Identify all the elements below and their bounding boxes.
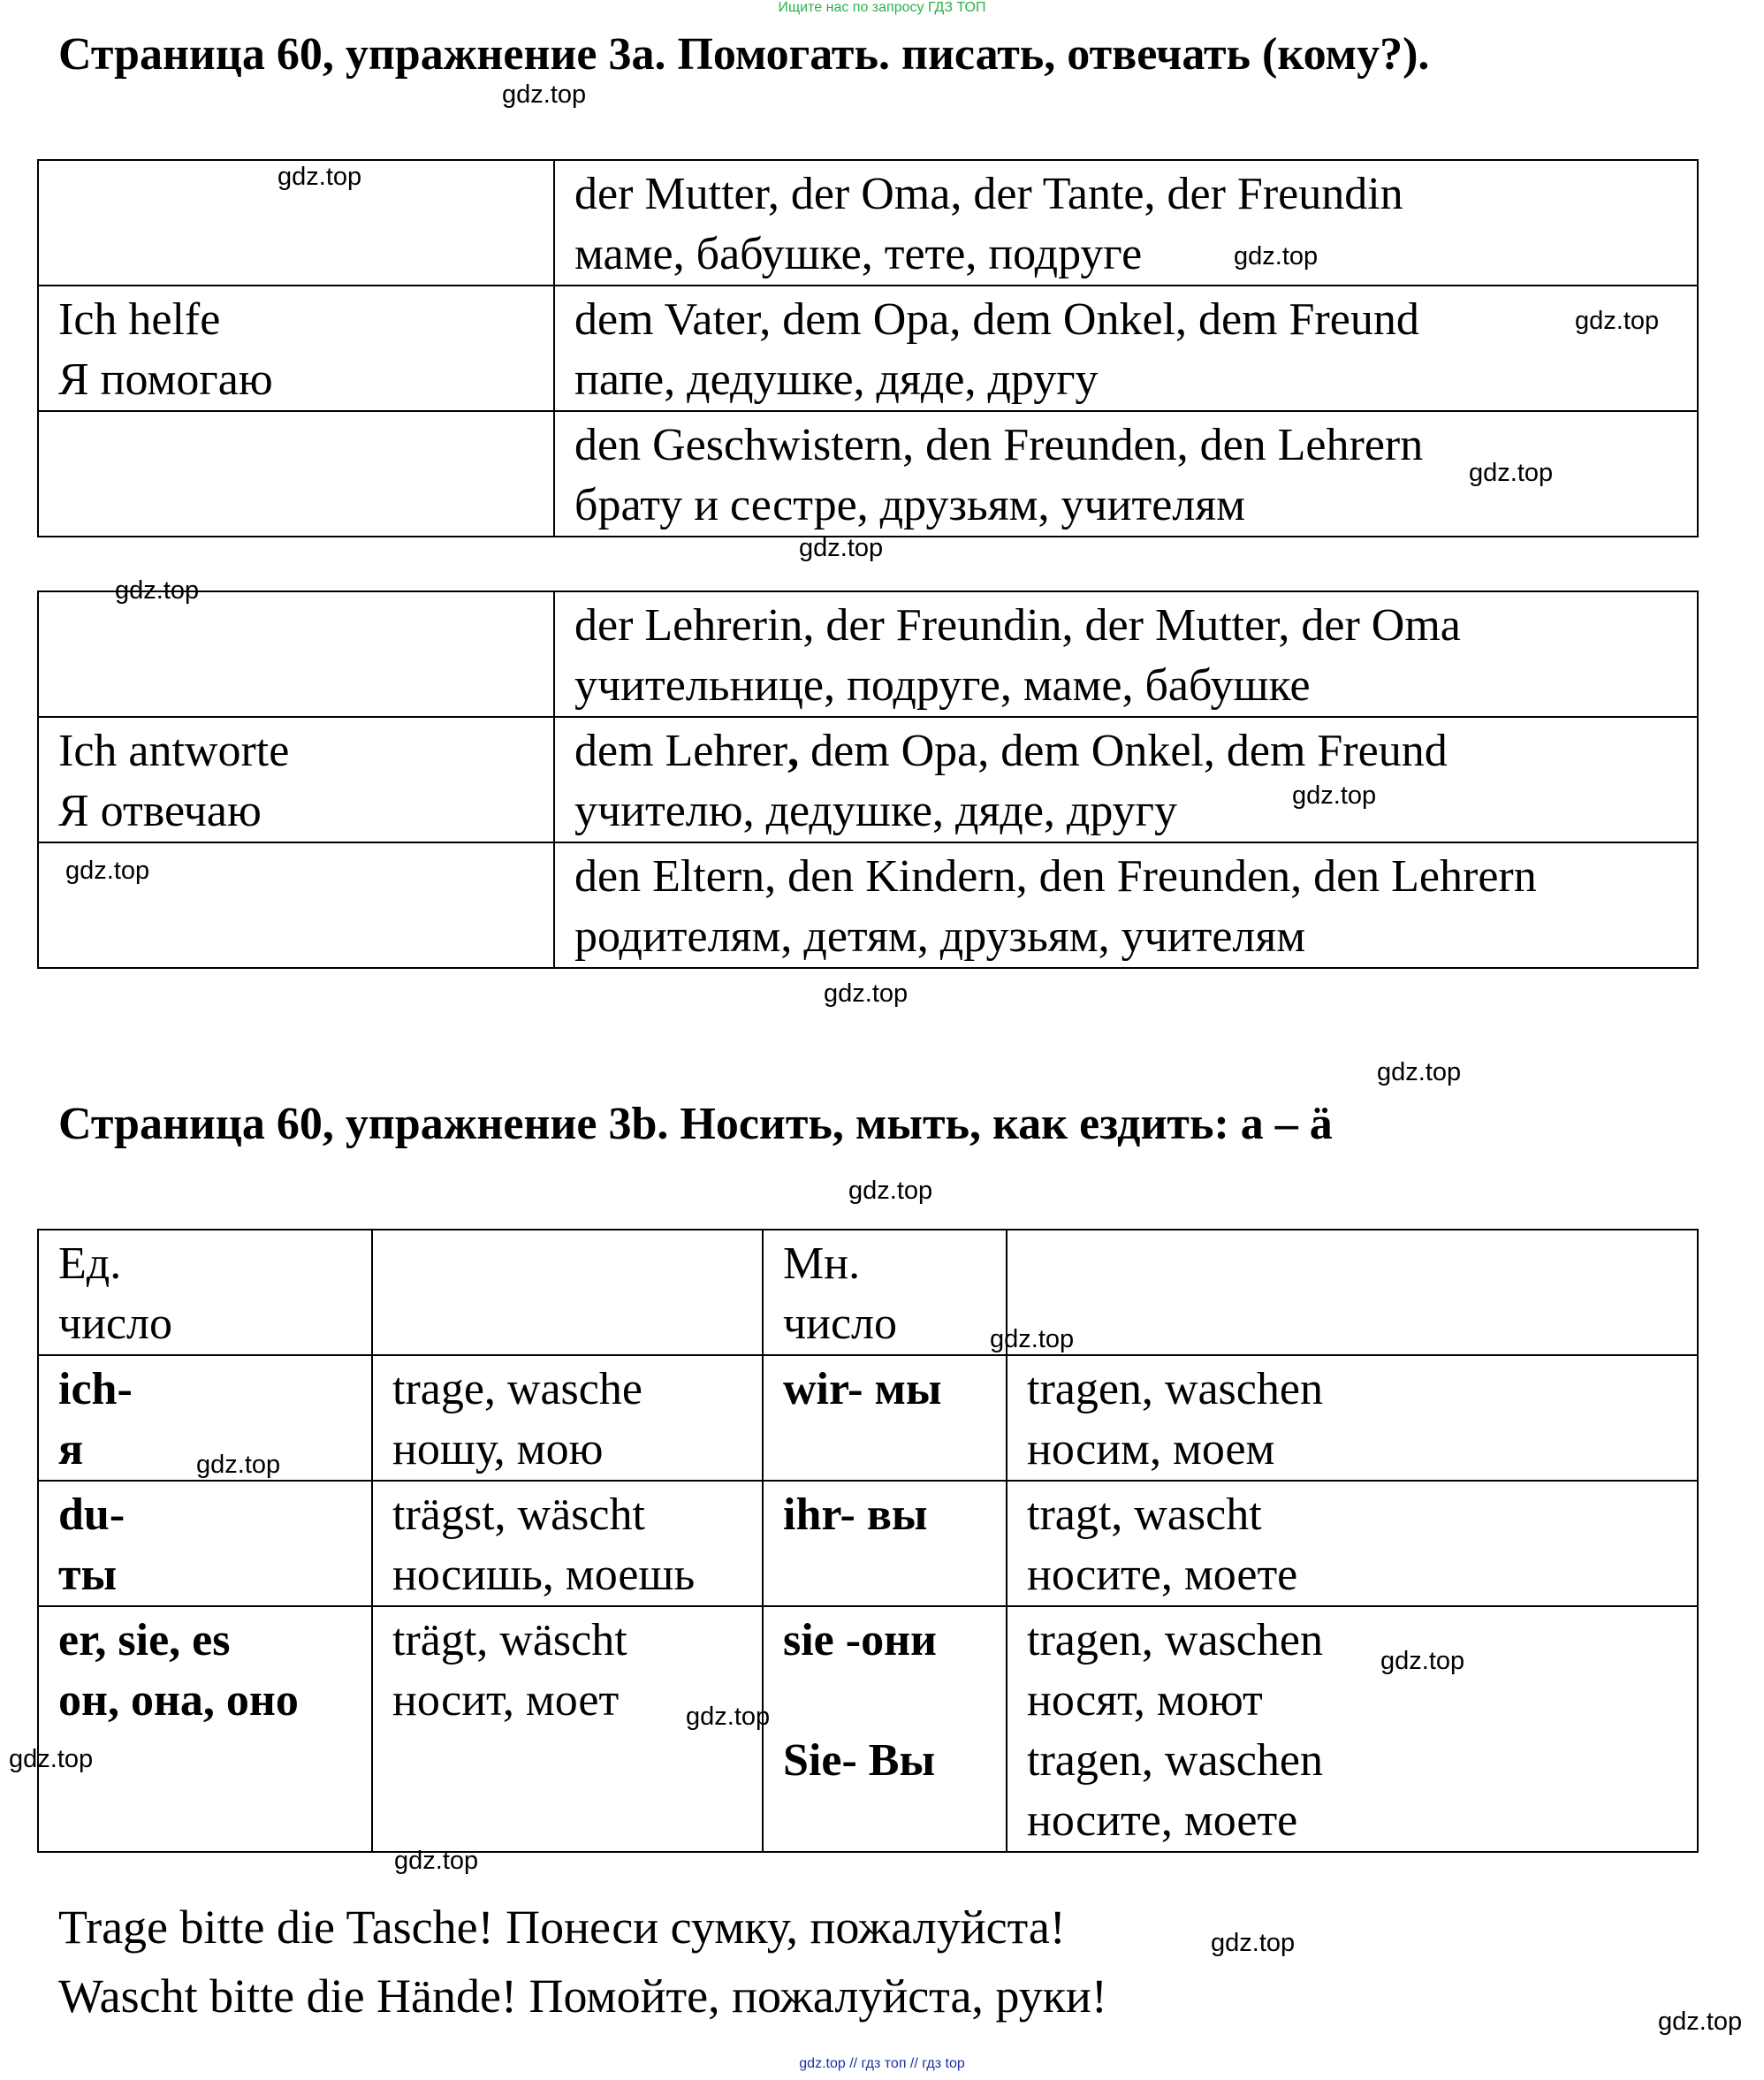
watermark: gdz.top: [848, 1177, 933, 1205]
table-row: [38, 1481, 1698, 1606]
top-banner[interactable]: Ищите нас по запросу ГДЗ ТОП: [778, 0, 986, 15]
table-cell-empty: [1007, 1230, 1698, 1355]
forms-de: trage, wasche: [392, 1364, 642, 1414]
watermark: gdz.top: [1292, 781, 1377, 810]
plural-pronoun-formal: Sie- Вы: [783, 1735, 936, 1786]
plural-forms-ru: носим, моем: [1027, 1424, 1275, 1474]
verb-de: Ich helfe: [58, 294, 221, 345]
header-singular-2: число: [58, 1299, 173, 1349]
forms-de: trägt, wäscht: [392, 1615, 627, 1665]
pronoun-cell: [38, 1481, 372, 1606]
header-plural-2: число: [783, 1299, 898, 1349]
forms-cell: [372, 1355, 763, 1481]
watermark: gdz.top: [1211, 1929, 1296, 1957]
table-row: [38, 717, 1698, 842]
bottom-banner[interactable]: gdz.top // гдз топ // гдз top: [799, 2056, 965, 2071]
watermark: gdz.top: [65, 857, 150, 885]
watermark: gdz.top: [196, 1451, 281, 1479]
watermark: gdz.top: [686, 1703, 771, 1731]
bold-comma: ,: [787, 726, 800, 776]
spacer: [783, 1671, 986, 1731]
header-plural-1: Мн.: [783, 1238, 861, 1289]
watermark: gdz.top: [278, 163, 362, 191]
forms-ru: носит, моет: [392, 1675, 620, 1726]
pronoun-cell: [38, 1606, 372, 1852]
pronoun-ru: я: [58, 1424, 84, 1474]
example-sentence-1: Trage bitte die Tasche! Понеси сумку, пожалуйста!: [58, 1901, 1066, 1954]
plural-forms-cell: [1007, 1606, 1698, 1852]
table-cell: [554, 717, 1698, 842]
dative-ru: учительнице, подруге, маме, бабушке: [574, 660, 1311, 711]
watermark: gdz.top: [824, 979, 909, 1008]
table-cell: [554, 591, 1698, 717]
plural-pronoun-cell: [763, 1606, 1007, 1852]
table-cell: [554, 842, 1698, 968]
watermark: gdz.top: [1234, 242, 1319, 270]
watermark: gdz.top: [502, 80, 587, 109]
plural-forms-de-formal: tragen, waschen: [1027, 1735, 1323, 1786]
header-singular-1: Ед.: [58, 1238, 122, 1289]
plural-forms-de: tragen, waschen: [1027, 1615, 1323, 1665]
dative-ru: маме, бабушке, тете, подруге: [574, 229, 1143, 279]
pronoun-ru: он, она, оно: [58, 1675, 299, 1726]
pronoun-ru: ты: [58, 1550, 118, 1600]
table-row: [38, 286, 1698, 411]
plural-forms-cell: [1007, 1355, 1698, 1481]
forms-ru: ношу, мою: [392, 1424, 604, 1474]
verb-ru: Я помогаю: [58, 354, 273, 405]
table-row: [38, 591, 1698, 717]
table-row: [38, 411, 1698, 537]
watermark: gdz.top: [1377, 1058, 1462, 1086]
watermark: gdz.top: [1380, 1647, 1465, 1675]
dative-ru: папе, дедушке, дяде, другу: [574, 354, 1099, 405]
dative-de-part: dem Opa, dem Onkel, dem Freund: [799, 726, 1448, 776]
plural-forms-ru: носите, моете: [1027, 1550, 1298, 1600]
table-row: [38, 1355, 1698, 1481]
plural-pronoun-cell: [763, 1355, 1007, 1481]
dative-ru: родителям, детям, друзьям, учителям: [574, 911, 1306, 962]
pronoun-de: ich-: [58, 1364, 133, 1414]
pronoun-de: er, sie, es: [58, 1615, 231, 1665]
plural-pronoun: ihr- вы: [783, 1490, 928, 1540]
dative-de: der Lehrerin, der Freundin, der Mutter, der Oma: [574, 600, 1461, 651]
plural-forms-ru-formal: носите, моете: [1027, 1795, 1298, 1846]
plural-pronoun: wir- мы: [783, 1364, 942, 1414]
table-cell-empty: [38, 591, 554, 717]
watermark: gdz.top: [394, 1847, 479, 1875]
plural-forms-de: tragt, wascht: [1027, 1490, 1262, 1540]
dative-de: dem Vater, dem Opa, dem Onkel, dem Freund: [574, 294, 1419, 345]
plural-forms-de: tragen, waschen: [1027, 1364, 1323, 1414]
dative-ru: брату и сестре, друзьям, учителям: [574, 480, 1246, 530]
table-row: [38, 842, 1698, 968]
watermark: gdz.top: [9, 1745, 94, 1773]
example-sentence-2: Wascht bitte die Hände! Помойте, пожалуйста, руки!: [58, 1970, 1107, 2023]
section-a-title: Страница 60, упражнение 3а. Помогать. писать, отвечать (кому?).: [58, 29, 1430, 80]
plural-forms-cell: [1007, 1481, 1698, 1606]
plural-forms-ru: носят, моют: [1027, 1675, 1263, 1726]
verb-de: Ich antworte: [58, 726, 290, 776]
pronoun-de: du-: [58, 1490, 125, 1540]
header-singular: [38, 1230, 372, 1355]
dative-ru: учителю, дедушке, дяде, другу: [574, 786, 1177, 836]
verb-ru: Я отвечаю: [58, 786, 262, 836]
plural-pronoun-cell: [763, 1481, 1007, 1606]
watermark: gdz.top: [799, 534, 884, 562]
dative-de: den Eltern, den Kindern, den Freunden, den Lehrern: [574, 851, 1537, 902]
section-b-title: Страница 60, упражнение 3b. Носить, мыть, как ездить: а – ä: [58, 1099, 1333, 1149]
watermark: gdz.top: [115, 576, 200, 605]
table-cell-verb: [38, 286, 554, 411]
table-cell: [554, 286, 1698, 411]
watermark: gdz.top: [990, 1325, 1075, 1353]
table-cell-verb: [38, 717, 554, 842]
table-cell-empty: [38, 411, 554, 537]
dative-de-part: dem Lehrer: [574, 726, 788, 776]
forms-de: trägst, wäscht: [392, 1490, 645, 1540]
watermark: gdz.top: [1575, 307, 1660, 335]
table-helfen: [37, 159, 1699, 537]
table-conjugation: [37, 1229, 1699, 1853]
dative-de: [574, 721, 1677, 781]
table-row: [38, 1606, 1698, 1852]
dative-de: den Geschwistern, den Freunden, den Lehrern: [574, 420, 1424, 470]
forms-cell: [372, 1481, 763, 1606]
forms-ru: носишь, моешь: [392, 1550, 696, 1600]
plural-pronoun: sie -они: [783, 1615, 938, 1665]
watermark: gdz.top: [1658, 2008, 1743, 2036]
dative-de: der Mutter, der Oma, der Tante, der Freundin: [574, 169, 1403, 219]
table-cell-empty: [372, 1230, 763, 1355]
table-cell: [554, 160, 1698, 286]
watermark: gdz.top: [1469, 459, 1554, 487]
table-header-row: [38, 1230, 1698, 1355]
header-plural: [763, 1230, 1007, 1355]
table-antworten: [37, 590, 1699, 969]
